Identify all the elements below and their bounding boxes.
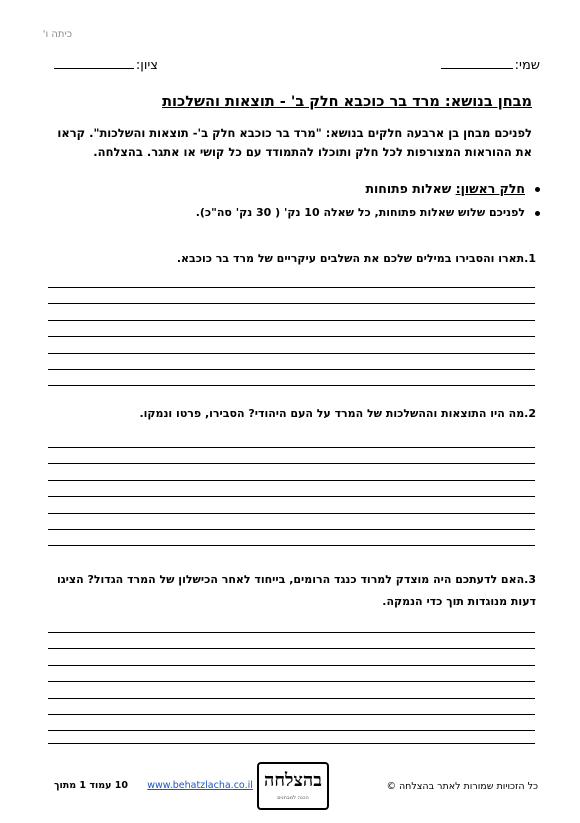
answer-area-3[interactable] [48, 632, 535, 744]
logo-subtext: הכנה למבחנים [277, 795, 309, 801]
part1-heading [365, 181, 540, 196]
logo-text: בהצלחה [264, 770, 322, 791]
question-2: 2.מה היו התוצאות וההשלכות של המרד על העם היהודי? הסבירו, פרטו ונמקו. [139, 407, 536, 420]
answer-line [48, 385, 535, 386]
answer-line [48, 545, 535, 546]
answer-line [48, 353, 535, 354]
answer-line [48, 513, 535, 514]
answer-line [48, 665, 535, 666]
bullet-icon [535, 211, 540, 216]
answer-area-1[interactable] [48, 287, 535, 387]
name-field [441, 56, 540, 73]
question-1: 1.תארו והסבירו במילים שלכם את השלבים עיקריים של מרד בר כוכבא. [176, 252, 536, 265]
answer-line [48, 447, 535, 448]
answer-line [48, 730, 535, 731]
grade-label: ציון: [135, 58, 158, 73]
answer-line [48, 369, 535, 370]
behatzlacha-logo [257, 762, 329, 810]
name-label: שמי: [514, 58, 540, 73]
exam-intro: לפניכם מבחן בן ארבעה חלקים בנושא: "מרד בר כוכבא חלק ב'- תוצאות והשלכות". קראו את ההוראות המצורפות לכל חלק ותוכלו להתמודד עם כל קושי או אתגר. בהצלחה. [57, 126, 532, 159]
bullet-icon [535, 187, 540, 192]
class-label: כיתה ו' [42, 29, 72, 40]
answer-line [48, 496, 535, 497]
question-3: 3.האם לדעתכם היה מוצדק למרוד כנגד הרומים, בייחוד לאחר הכישלון של המרד הגדול? הציגו דעות מנוגדות תוך כדי הנמקה. [56, 573, 536, 608]
answer-line [48, 714, 535, 715]
answer-line [48, 287, 535, 288]
footer-left [54, 780, 253, 791]
copyright-notice: כל הזכויות שמורות לאתר בהצלחה © [386, 781, 538, 792]
answer-line [48, 681, 535, 682]
name-blank-line [441, 56, 513, 69]
answer-line [48, 648, 535, 649]
part1-label: חלק ראשון: [455, 181, 525, 196]
answer-line [48, 529, 535, 530]
answer-area-2[interactable] [48, 447, 535, 547]
answer-line [48, 303, 535, 304]
part1-topic: שאלות פתוחות [365, 181, 452, 196]
site-link[interactable]: www.behatzlacha.co.il [147, 780, 253, 791]
grade-blank-line [54, 56, 134, 69]
answer-line [48, 320, 535, 321]
answer-line [48, 632, 535, 633]
part1-instruction-row [196, 206, 540, 219]
answer-line [48, 743, 535, 744]
answer-line [48, 336, 535, 337]
grade-field [54, 56, 158, 73]
answer-line [48, 480, 535, 481]
part1-instruction: לפניכם שלוש שאלות פתוחות, כל שאלה 10 נק' ( 30 נק' סה"כ). [195, 206, 525, 219]
answer-line [48, 698, 535, 699]
answer-line [48, 463, 535, 464]
page-number: 10 עמוד 1 מתוך [54, 780, 128, 791]
exam-title: מבחן בנושא: מרד בר כוכבא חלק ב' - תוצאות והשלכות [162, 94, 532, 110]
